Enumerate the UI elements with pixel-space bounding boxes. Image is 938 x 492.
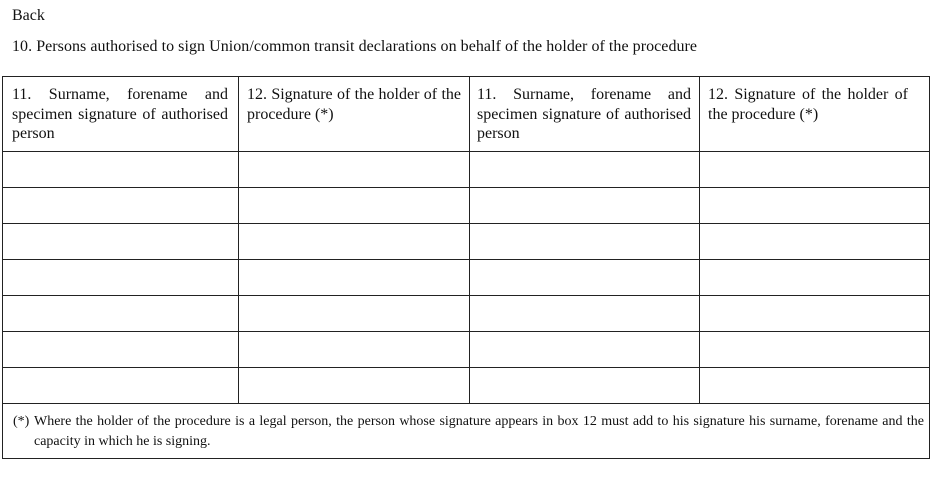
footnote-text: Where the holder of the procedure is a legal person, the person whose signature appears in box 12 must add to his signature his surname, forename and the capacity in which he is signing. <box>34 414 924 449</box>
header-holder-signature-1: 12. Signature of the holder of the procedure (*) <box>247 86 461 123</box>
section-heading: 10. Persons authorised to sign Union/common transit declarations on behalf of the holder of the procedure <box>12 38 698 55</box>
column-divider <box>699 77 700 403</box>
column-divider <box>238 77 239 403</box>
header-surname-signature-1: 11. Surname, forename and specimen signature of authorised person <box>12 86 228 142</box>
header-surname-signature-2: 11. Surname, forename and specimen signature of authorised person <box>477 86 691 142</box>
header-holder-signature-2: 12. Signature of the holder of the procedure (*) <box>708 86 908 123</box>
row-divider <box>3 187 929 188</box>
row-divider <box>3 367 929 368</box>
authorised-signatories-table <box>2 76 930 459</box>
row-divider <box>3 259 929 260</box>
footnote-marker: (*) <box>13 414 30 429</box>
back-link[interactable]: Back <box>12 7 45 24</box>
column-divider <box>469 77 470 403</box>
header-bottom-border <box>3 151 929 152</box>
table-footnote-border <box>3 403 929 404</box>
row-divider <box>3 331 929 332</box>
row-divider <box>3 223 929 224</box>
row-divider <box>3 295 929 296</box>
